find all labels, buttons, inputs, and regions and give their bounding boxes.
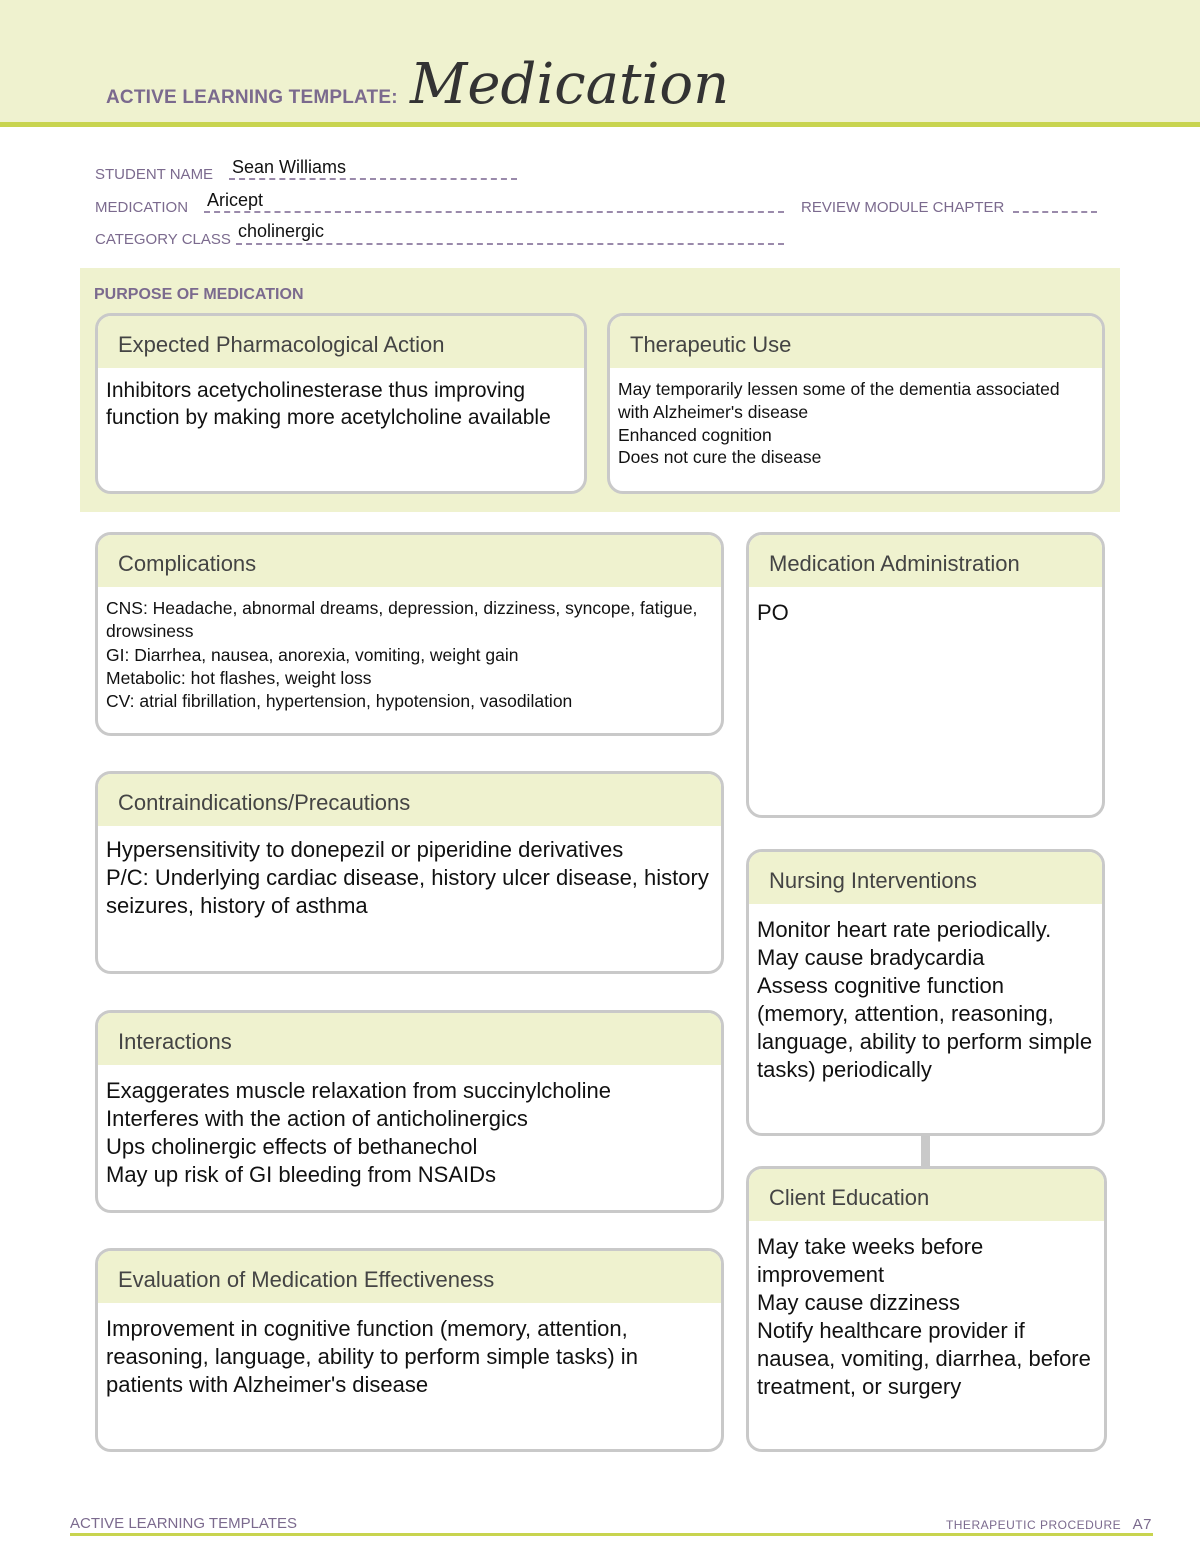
header-divider <box>0 122 1200 127</box>
category-label: CATEGORY CLASS <box>95 231 231 248</box>
box-text[interactable]: Ups cholinergic effects of bethanechol <box>106 1133 478 1159</box>
medication-line <box>204 211 784 213</box>
box-text[interactable]: Interferes with the action of anticholinergics <box>106 1105 528 1131</box>
box-text[interactable]: Notify healthcare provider if nausea, vomiting, diarrhea, before treatment, or surgery <box>757 1317 1091 1399</box>
box-text[interactable]: Assess cognitive function (memory, attention, reasoning, language, ability to perform simple tasks) periodically <box>757 972 1093 1082</box>
box-text[interactable]: PO <box>757 600 789 625</box>
box-title: Medication Administration <box>749 535 1102 587</box>
box-title: Evaluation of Medication Effectiveness <box>98 1251 721 1303</box>
box-connector <box>921 1136 930 1166</box>
expected-action-box <box>95 313 587 494</box>
contraindications-box <box>95 771 724 974</box>
box-text[interactable]: CV: atrial fibrillation, hypertension, hypotension, vasodilation <box>106 691 573 712</box>
box-text[interactable]: Does not cure the disease <box>618 447 822 468</box>
box-text[interactable]: Improvement in cognitive function (memory, attention, reasoning, language, ability to perform simple tasks) in patients with Alzheimer's disease <box>106 1316 638 1397</box>
student-name-label: STUDENT NAME <box>95 166 214 183</box>
purpose-title: PURPOSE OF MEDICATION <box>94 286 304 303</box>
category-field[interactable]: cholinergic <box>238 221 325 241</box>
template-label: ACTIVE LEARNING TEMPLATE: <box>106 87 398 108</box>
box-text[interactable]: Monitor heart rate periodically. <box>757 917 1052 942</box>
box-text[interactable]: May up risk of GI bleeding from NSAIDs <box>106 1161 497 1187</box>
category-line <box>236 243 784 245</box>
medication-field[interactable]: Aricept <box>207 190 264 210</box>
footer-divider <box>70 1533 1153 1536</box>
evaluation-box <box>95 1248 724 1452</box>
therapeutic-use-box <box>607 313 1105 494</box>
page-number: A7 <box>1132 1516 1152 1533</box>
box-text[interactable]: May take weeks before improvement <box>757 1234 984 1287</box>
box-text[interactable]: Inhibitors acetycholinesterase thus improving function by making more acetylcholine available <box>106 379 551 429</box>
box-title: Client Education <box>749 1169 1104 1221</box>
box-title: Therapeutic Use <box>610 316 1102 368</box>
footer-right <box>946 1516 1152 1533</box>
box-title: Complications <box>98 535 721 587</box>
medication-label: MEDICATION <box>95 199 189 216</box>
box-title: Expected Pharmacological Action <box>98 316 584 368</box>
box-text[interactable]: Enhanced cognition <box>618 424 772 445</box>
interactions-box <box>95 1010 724 1213</box>
administration-box <box>746 532 1105 818</box>
box-text[interactable]: Hypersensitivity to donepezil or piperidine derivatives <box>106 837 624 862</box>
box-title: Contraindications/Precautions <box>98 774 721 826</box>
review-chapter-label: REVIEW MODULE CHAPTER <box>801 199 1005 216</box>
review-chapter-field[interactable] <box>1013 211 1097 213</box>
box-title: Interactions <box>98 1013 721 1065</box>
complications-box <box>95 532 724 736</box>
client-education-box <box>746 1166 1107 1452</box>
box-title: Nursing Interventions <box>749 852 1102 904</box>
student-name-line <box>229 178 517 180</box>
student-name-field[interactable]: Sean Williams <box>232 157 347 177</box>
box-text[interactable]: CNS: Headache, abnormal dreams, depression, dizziness, syncope, fatigue, drowsiness <box>106 598 698 642</box>
page-title: Medication <box>410 52 730 117</box>
box-text[interactable]: P/C: Underlying cardiac disease, history ulcer disease, history seizures, history of asthma <box>106 864 709 918</box>
box-text[interactable]: May cause bradycardia <box>757 944 985 970</box>
box-text[interactable]: Exaggerates muscle relaxation from succinylcholine <box>106 1078 612 1103</box>
footer-section: THERAPEUTIC PROCEDURE <box>945 1518 1122 1532</box>
nursing-interventions-box <box>746 849 1105 1136</box>
footer-left: ACTIVE LEARNING TEMPLATES <box>70 1515 297 1532</box>
box-text[interactable]: May temporarily lessen some of the dementia associated with Alzheimer's disease <box>618 379 1060 422</box>
box-text[interactable]: GI: Diarrhea, nausea, anorexia, vomiting, weight gain <box>106 644 519 665</box>
box-text[interactable]: Metabolic: hot flashes, weight loss <box>106 667 372 688</box>
box-text[interactable]: May cause dizziness <box>757 1289 960 1315</box>
